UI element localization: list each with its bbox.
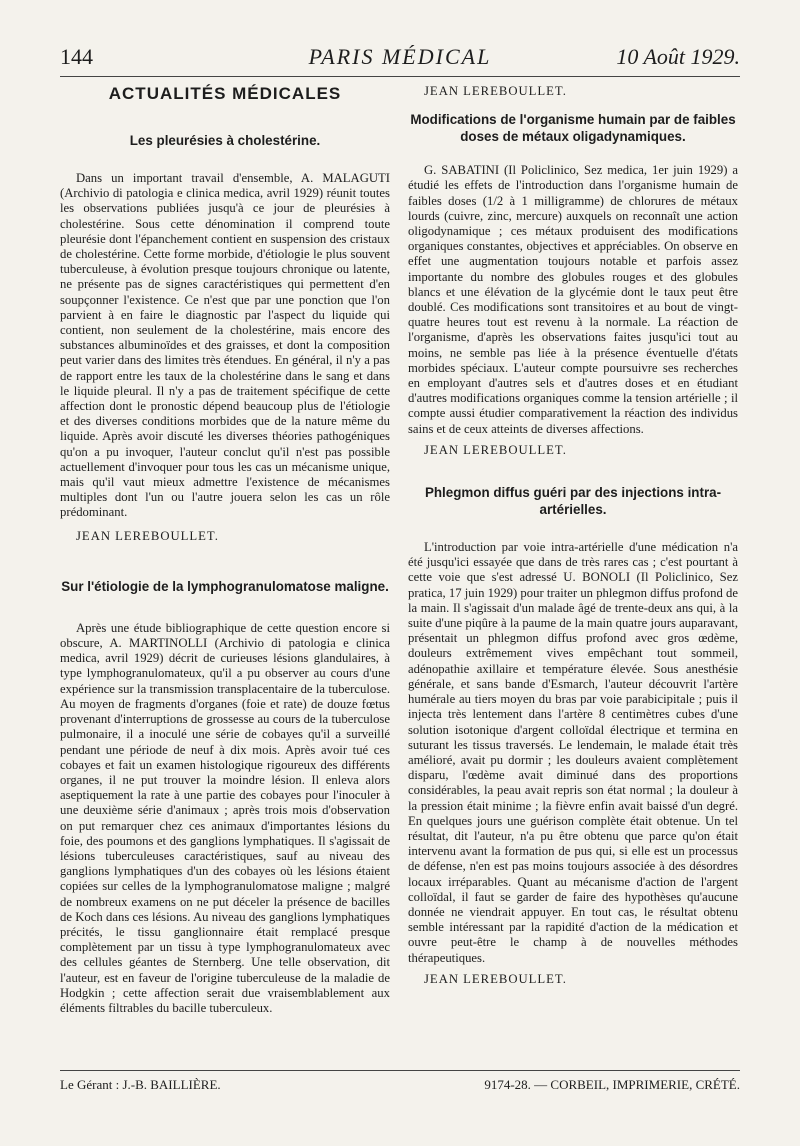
article-1-signature: JEAN LEREBOULLET. [76, 528, 219, 543]
footer-printer: 9174-28. — CORBEIL, IMPRIMERIE, CRÉTÉ. [484, 1077, 740, 1092]
article-4-body: L'introduction par voie intra-artérielle d'une médication n'a été jusqu'ici essayée que dans de très rares cas ; c'est pourtant à cette voie que s'est adressé U. BONOLI (Il Policlinico, Sez pratica, 17 juin 1929) pour traiter un phlegmon diffus profond de la main. Il s'agissait d'un malade âgé de trente-deux ans qui, à la suite d'une piqûre à la paume de la main quatre jours auparavant, présentait un phlegmon diffus profond avec gros œdème, douleurs extrêmement vives empêchant tout sommeil, adénopathie axillaire et température élevée. Sous anesthésie générale, et sans bande d'Esmarch, l'auteur découvrit l'artère humérale au tiers moyen du bras par voie parabicipitale ; puis il injecta très lentement dans l'artère 8 centimètres cubes d'une solution isotonique d'argent colloïdal électrique et termina en suturant les tissus traversés. Le lendemain, le malade était très amélioré, avait pu dormir ; les douleurs avaient complètement disparu, l'œdème avait diminué dans des proportions considérables, la peau avait repris son état normal ; la douleur à la pression était minime ; la fièvre enfin avait baissé d'un degré. En quelques jours une guérison complète était obtenue. Un tel résultat, dit l'auteur, n'a pu être obtenu que parce qu'on était intervenu avant la formation de pus qui, si elle est un processus de défense, n'en est pas moins toujours associée à des désordres locaux irréparables. Quant au mécanisme d'action de l'argent colloïdal, il faut se garder de faire des hypothèses qu'aucune donnée ne viendrait appuyer. En tout cas, le résultat obtenu semble intéressant par la rapidité d'action de la médication et ouvre peut-être le champ à de nouvelles méthodes thérapeutiques. [408, 540, 738, 965]
article-3-title: Modifications de l'organisme humain par de faibles doses de métaux oligadynamiques. [410, 112, 736, 145]
article-3-signature: JEAN LEREBOULLET. [424, 442, 567, 457]
journal-title: PARIS MÉDICAL [308, 44, 492, 69]
page-header [60, 42, 740, 77]
left-column [60, 82, 390, 1016]
article-2-signature: JEAN LEREBOULLET. [424, 84, 567, 98]
article-4-signature: JEAN LEREBOULLET. [424, 971, 567, 986]
article-2-body: Après une étude bibliographique de cette question encore si obscure, A. MARTINOLLI (Archivio di patologia e clinica medica, avril 1929) décrit de curieuses lésions glandulaires, à type lymphogranulomateux, qu'il a pu observer au cours d'une expérience sur la transmission transplacentaire de la tuberculose. Au moyen de fragments d'organes (foie et rate) de douze fœtus provenant d'interruptions de grossesse au cours de la tuberculose pulmonaire, il a inoculé une série de cobayes qu'il a surveillé pendant une période de neuf à dix mois. Après avoir tué ces cobayes et fait un examen histologique rigoureux des différents organes, il ne put trouver la moindre lésion. Il enleva alors aseptiquement la rate à une partie des cobayes pour l'inoculer à une deuxième série d'animaux ; après trois mois d'observation on put remarquer chez ces animaux d'importantes lésions du foie, des poumons et des ganglions lymphatiques. Il s'agissait de lésions tuberculeuses caractéristiques, sauf au niveau des ganglions lymphatiques d'un des cobayes où les lésions étaient copiées sur celles de la lymphogranulomatose maligne ; malgré de nombreux examens on ne put déceler la présence de bacilles de Koch dans ces lésions. Au niveau des ganglions lymphatiques précités, le tissu ganglionnaire était remplacé presque complètement par un tissu à type lymphogranulomateux avec des cellules géantes de Sternberg. Une telle observation, dit l'auteur, est en faveur de l'origine tuberculeuse de la maladie de Hodgkin ; cette affection serait due vraisemblablement aux éléments filtrables du bacille tuberculeux. [60, 620, 390, 1015]
article-3-body: G. SABATINI (Il Policlinico, Sez medica, 1er juin 1929) a étudié les effets de l'introduction dans l'organisme humain de faibles doses (1/2 à 1 milligramme) de chlorures de métaux lourds (cuivre, zinc, mercure) auxquels on reconnaît une action oligodynamique ; ces métaux produisent des modifications organiques constantes, objectives et appréciables. On observe en effet une augmentation toujours notable et parfois assez importante du nombre des globules rouges et des globules blancs et une élévation de la glycémie dont le taux peut être doublé. Ces modifications sont transitoires et au bout de vingt-quatre heures tout est revenu à la normale. La réaction de l'organisme, d'après les observations faites jusqu'ici tout au moins, ne semble pas liée à la présence éventuelle d'états morbides spéciaux. L'auteur compte poursuivre ses recherches en employant d'autres sels et d'autres doses et en étudiant d'autres modifications organiques comme la tension artérielle ; il compte aussi étudier comparativement la réaction des individus sains et de ceux atteints de diverses affections. [408, 163, 738, 436]
footer-manager: Le Gérant : J.-B. BAILLIÈRE. [60, 1077, 221, 1092]
article-1-title: Les pleurésies à cholestérine. [129, 133, 321, 148]
right-column [408, 82, 738, 987]
section-title: ACTUALITÉS MÉDICALES [108, 84, 342, 103]
issue-date: 10 Août 1929. [616, 44, 740, 69]
article-1-body: Dans un important travail d'ensemble, A. MALAGUTI (Archivio di patologia e clinica medica, avril 1929) réunit toutes les observations publiées jusqu'à ce jour de pleurésies à cholestérine. Sous cette dénomination il comprend toute pleurésie dont l'épanchement contient en suspension des cristaux de cholestérine. Cette forme morbide, d'étiologie le plus souvent tuberculeuse, à évolution presque toujours chronique ou latente, ne présente pas de signes caractéristiques qui permettent d'en soupçonner l'existence. Ce n'est que par une ponction que l'on parvient à en faire le diagnostic par l'aspect du liquide qui contient, non seulement de la cholestérine, mais encore des substances albuminoïdes et des graisses, et dont la composition peut varier dans des limites très étendues. En général, il n'y a pas de rapport entre les taux de la cholestérine dans le sang et dans le liquide pleural. Il n'y a pas de traitement spécifique de cette affection dont le pronostic dépend beaucoup plus de l'étiologie et des diverses conditions morbides que de la nature même du liquide. Après avoir discuté les diverses théories pathogéniques qu'on a pu invoquer, l'auteur conclut qu'il n'est pas possible actuellement d'invoquer pour tous les cas un mécanisme unique, mais qu'il vaut mieux admettre l'existence de mécanismes multiples dont l'un ou l'autre jouera selon les cas un rôle prédominant. [60, 171, 390, 520]
article-4-title: Phlegmon diffus guéri par des injections intra-artérielles. [424, 485, 722, 518]
page-footer [60, 1070, 740, 1101]
article-2-title: Sur l'étiologie de la lymphogranulomatose maligne. [61, 578, 389, 594]
article-columns [60, 82, 740, 1067]
newspaper-page [60, 42, 740, 1112]
page-number: 144 [60, 44, 93, 69]
